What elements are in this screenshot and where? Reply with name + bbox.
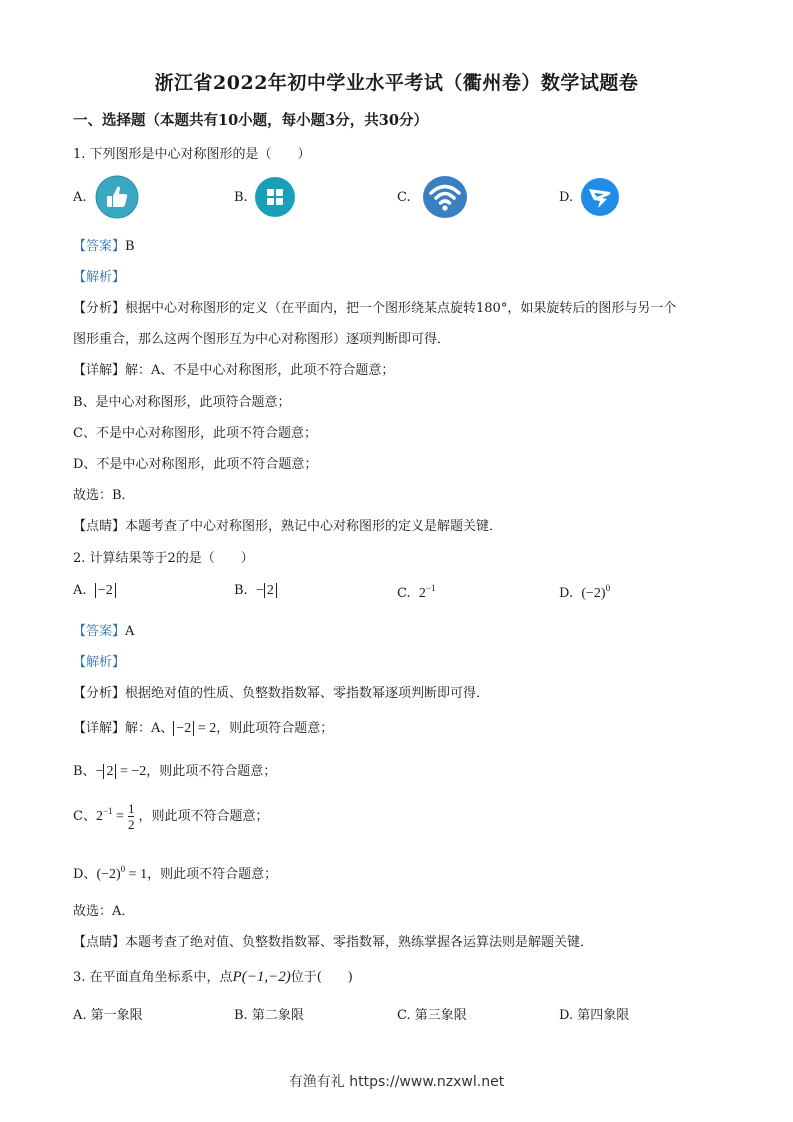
q2-fenxi: 【分析】根据绝对值的性质、负整数指数幂、零指数幂逐项判断即可得． (73, 686, 490, 701)
q2-option-b: B. − 2 (234, 583, 277, 599)
thumbs-up-icon (95, 175, 139, 219)
q3-stem: 3. 在平面直角坐标系中，点P(−1,−2)位于( ) (73, 969, 353, 985)
q2-analysis-tag: 【解析】 (73, 655, 126, 670)
q2-detail-b: B、− 2 = −2，则此项不符合题意； (73, 764, 277, 779)
four-squares-icon (254, 176, 296, 218)
answer-tag: 【答案】 (73, 239, 126, 254)
q1-option-b-label: B. (234, 190, 248, 205)
footer-watermark: 有渔有礼 https://www.nzxwl.net (288, 1074, 505, 1090)
q1-analysis-tag: 【解析】 (73, 270, 126, 285)
q2-detail-a: 【详解】解：A、 −2 = 2，则此项符合题意； (73, 721, 334, 736)
q1-option-a-label: A. (73, 190, 87, 205)
q1-dianjing: 【点睛】本题考查了中心对称图形，熟记中心对称图形的定义是解题关键． (73, 519, 503, 534)
q3-option-b: B. 第二象限 (234, 1008, 304, 1023)
q1-detail-line1: 【详解】解：A、不是中心对称图形，此项不符合题意； (73, 363, 395, 378)
q1-fenxi-line1: 【分析】根据中心对称图形的定义（在平面内，把一个图形绕某点旋转180°，如果旋转后的图形与另一个 (73, 301, 677, 316)
q1-detail-line3: C、不是中心对称图形，此项不符合题意； (73, 426, 317, 441)
q1-detail-line4: D、不是中心对称图形，此项不符合题意； (73, 457, 318, 472)
q2-conclusion: 故选：A． (73, 904, 135, 919)
q2-option-a: A. −2 (73, 583, 116, 599)
q1-answer: 【答案】B (73, 239, 135, 254)
q2-detail-d: D、$(-2)^0 = 1$，则此项不符合题意； (73, 864, 278, 882)
q2-stem: 2. 计算结果等于2的是（ ） (73, 551, 254, 566)
q2-detail-c: C、$2^{-1}$ = $\frac{1}{2}$ ，则此项不符合题意； (73, 801, 269, 832)
q1-fenxi-line2: 图形重合，那么这两个图形互为中心对称图形）逐项判断即可得． (73, 332, 451, 347)
bird-logo-icon (580, 177, 620, 217)
q2-dianjing: 【点睛】本题考查了绝对值、负整数指数幂、零指数幂，熟练掌握各运算法则是解题关键． (73, 935, 594, 950)
wifi-icon (422, 175, 468, 219)
q1-stem: 1. 下列图形是中心对称图形的是（ ） (73, 147, 311, 162)
q2-option-d: D. $(-2)^0$ (559, 583, 611, 601)
section-heading: 一、选择题（本题共有10小题，每小题3分，共30分） (73, 112, 428, 129)
q3-option-c: C. 第三象限 (397, 1008, 467, 1023)
q1-option-c-label: C. (397, 190, 411, 205)
q3-option-d: D. 第四象限 (559, 1008, 630, 1023)
q1-conclusion: 故选：B． (73, 488, 135, 503)
q1-option-d-label: D. (559, 190, 574, 205)
q3-option-a: A. 第一象限 (73, 1008, 143, 1023)
q2-option-c: C. $2^{-1}$ (397, 583, 436, 601)
q1-detail-line2: B、是中心对称图形，此项符合题意； (73, 395, 291, 410)
page-title: 浙江省2022年初中学业水平考试（衢州卷）数学试题卷 (154, 72, 639, 94)
q2-answer: 【答案】A (73, 624, 135, 639)
